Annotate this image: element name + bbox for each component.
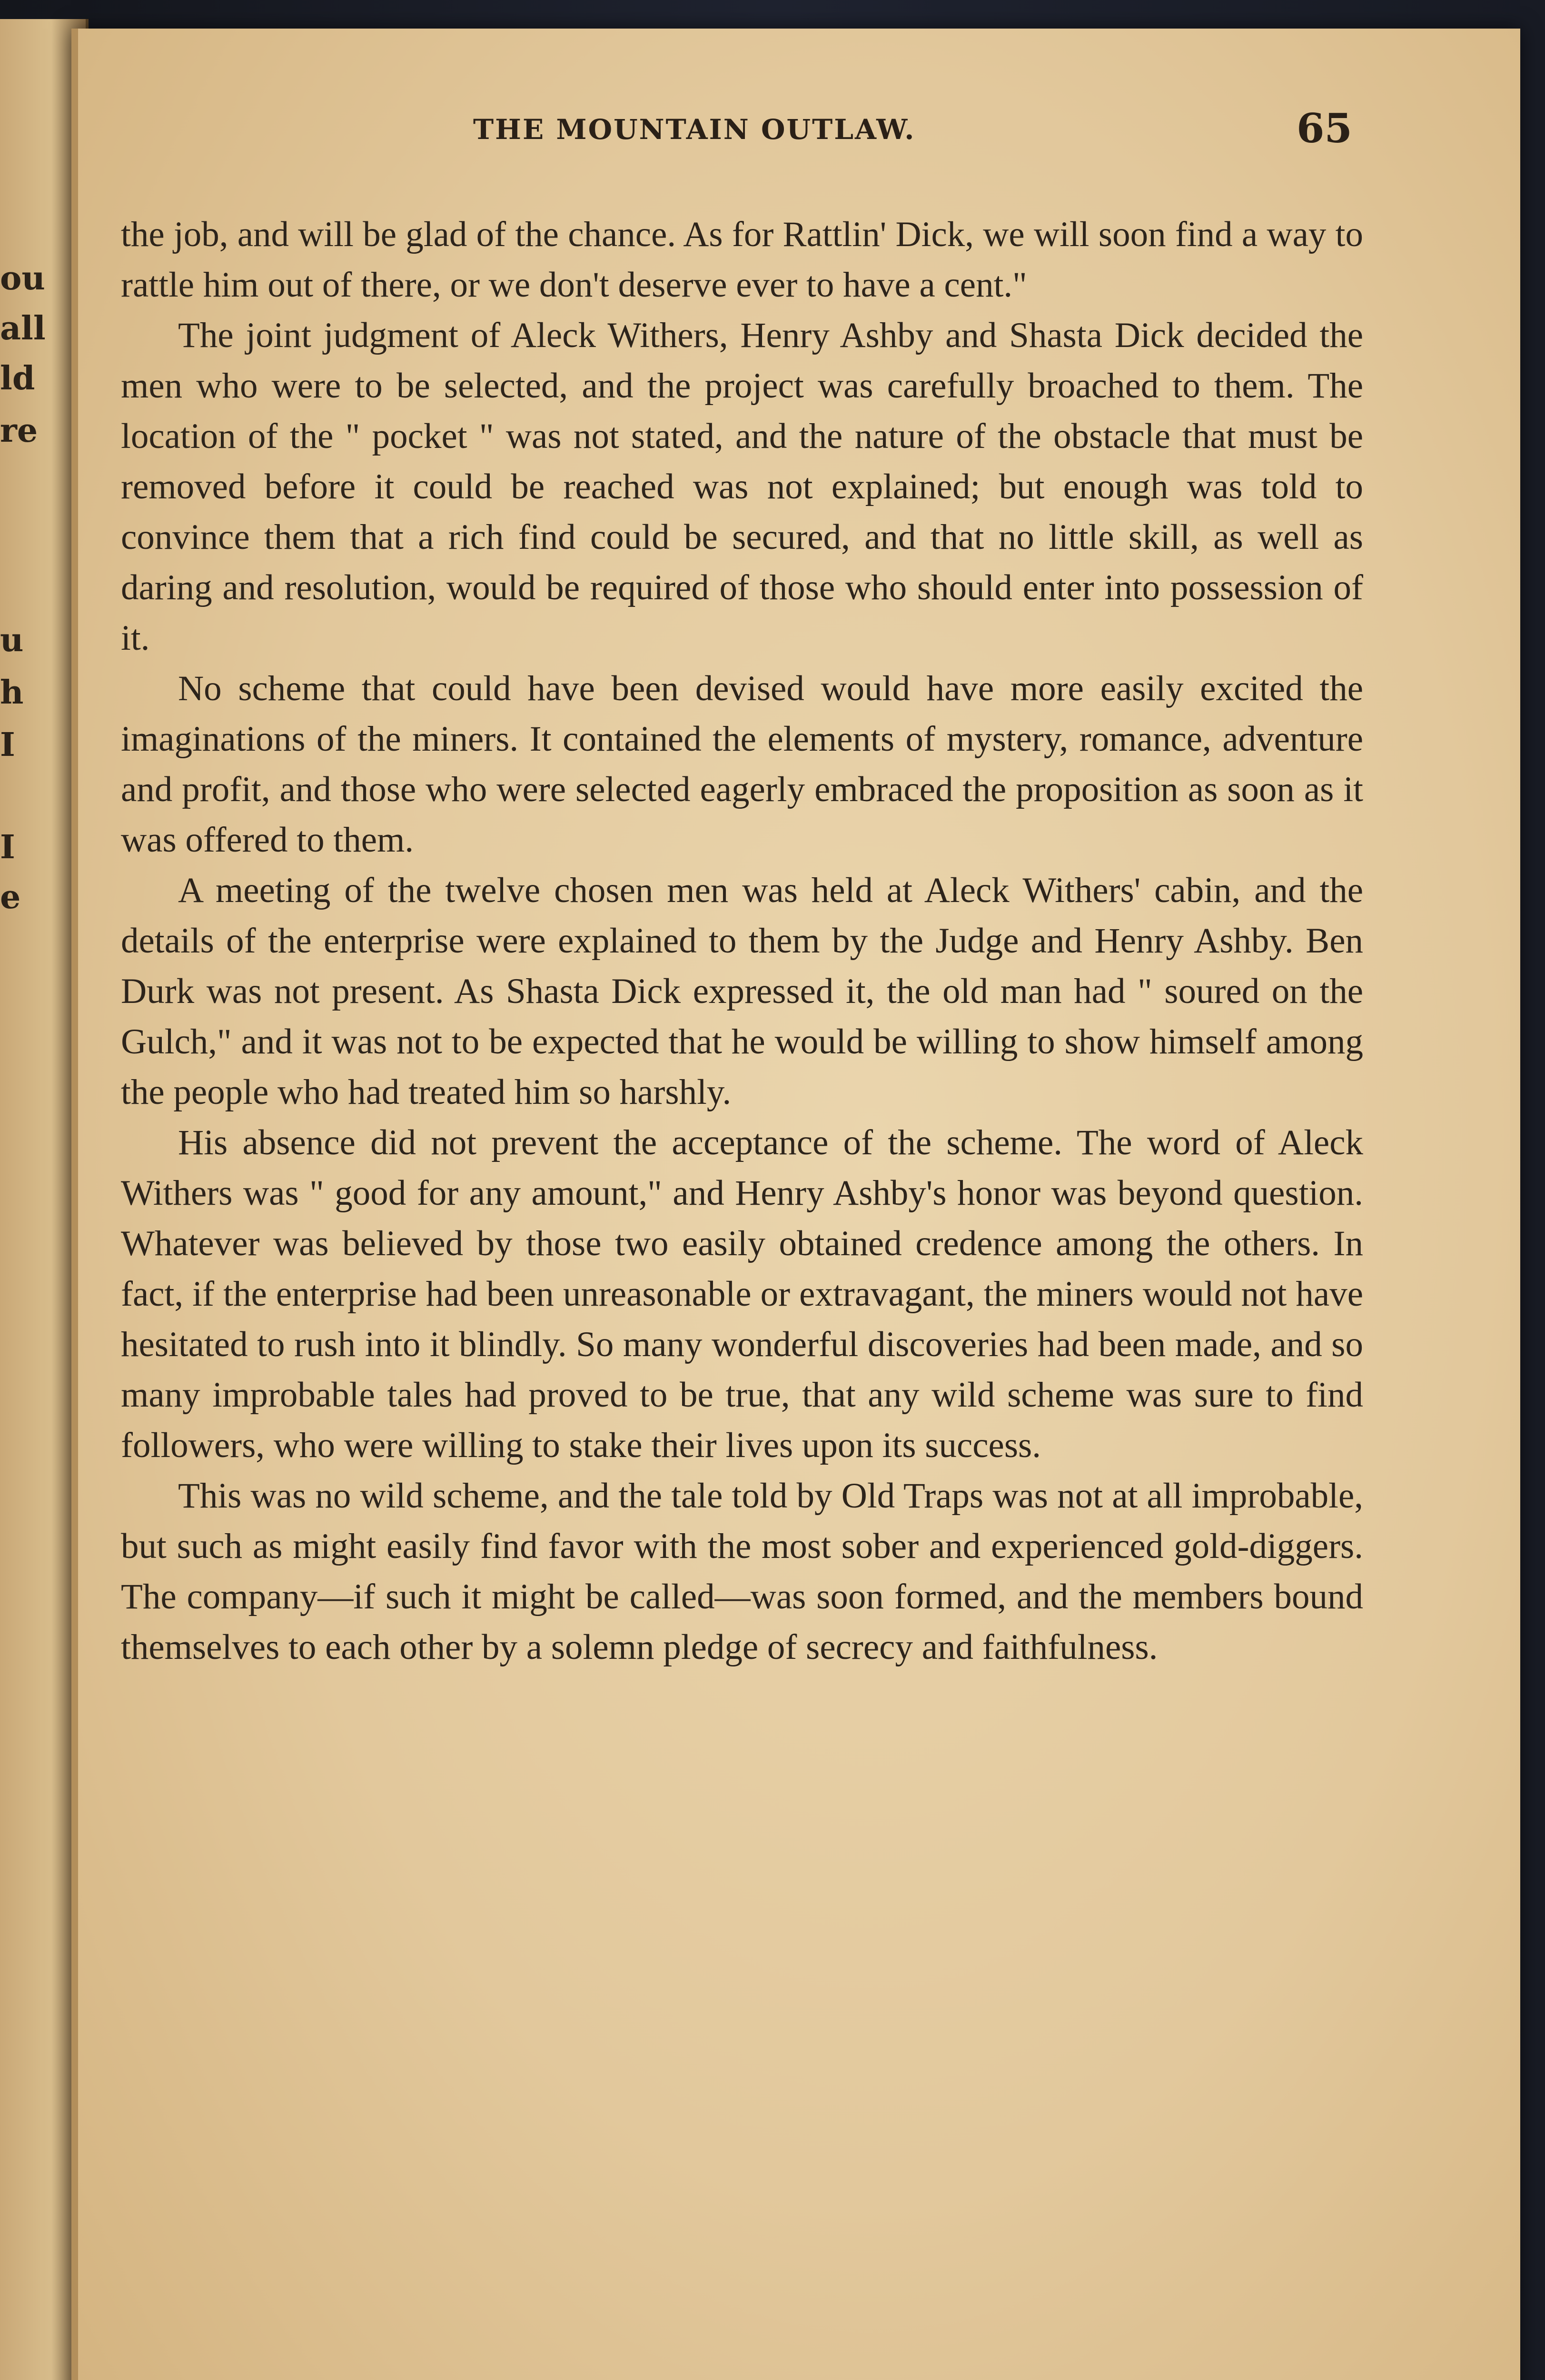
paragraph: This was no wild scheme, and the tale told by Old Traps was not at all improbable, but such as might easily find favor with the most sober and experienced gold-diggers. The company—if such it might be called—was soon formed, and the members bound themselves to each other by a solemn pledge of secrecy and faithfulness. [121, 1476, 1363, 1667]
facing-page-fragment: I [0, 828, 15, 866]
paragraph: His absence did not prevent the acceptance of the scheme. The word of Aleck Withers was " good for any amount," and Henry Ashby's honor was beyond question. Whatever was believed by those two easily obtained credence among the others. In fact, if the enterprise had been unreasonable or extravagant, the miners would not have hesitated to rush into it blindly. So many wonderful discoveries had been made, and so many improbable tales had proved to be true, that any wild scheme was sure to find followers, who were willing to stake their lives upon its success. [121, 1123, 1363, 1465]
paragraph: No scheme that could have been devised would have more easily excited the imaginations of the miners. It contained the elements of mystery, romance, adventure and profit, and those who were selected eagerly embraced the proposition as soon as it was offered to them. [121, 669, 1363, 860]
facing-page-fragment: e [0, 878, 21, 916]
facing-page-fragment: all [0, 309, 46, 347]
facing-page-fragment: u [0, 621, 24, 659]
facing-page-fragment: ou [0, 259, 45, 298]
paragraph: The joint judgment of Aleck Withers, Henry Ashby and Shasta Dick decided the men who were to be selected, and the project was carefully broached to them. The location of the " pocket " was not stated, and the nature of the obstacle that must be removed before it could be reached was not explained; but enough was told to convince them that a rich find could be secured, and that no little skill, as well as daring and resolution, would be required of those who should enter into possession of it. [121, 316, 1363, 658]
paragraph: A meeting of the twelve chosen men was held at Aleck Withers' cabin, and the details of the enterprise were explained to them by the Judge and Henry Ashby. Ben Durk was not present. As Shasta Dick expressed it, the old man had " soured on the Gulch," and it was not to be expected that he would be willing to show himself among the people who had treated him so harshly. [121, 871, 1363, 1112]
body-text [121, 209, 1363, 1673]
facing-page-fragment: h [0, 674, 24, 712]
book-page [71, 29, 1520, 2380]
facing-page-fragment: re [0, 412, 38, 450]
facing-page-fragment: ld [0, 359, 35, 397]
facing-page-fragment: I [0, 726, 15, 764]
page-number: 65 [1297, 105, 1352, 152]
running-head: THE MOUNTAIN OUTLAW. [473, 113, 916, 146]
paragraph: the job, and will be glad of the chance. As for Rattlin' Dick, we will soon find a way to rattle him out of there, or we don't deserve ever to have a cent." [121, 215, 1363, 305]
